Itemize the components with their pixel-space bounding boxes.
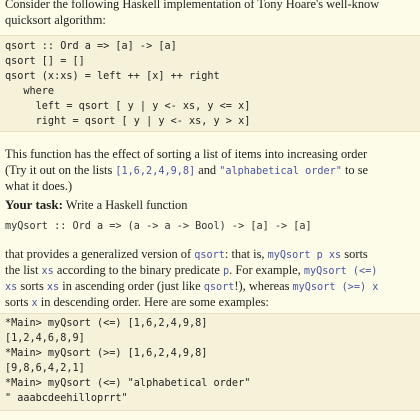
- code-line: where: [5, 86, 55, 97]
- myqsort-signature: myQsort :: Ord a => (a -> a -> Bool) -> [a] -> [a]: [5, 221, 312, 232]
- para1-line-3: what it does.): [5, 179, 73, 193]
- task-label: Your task:: [5, 197, 63, 212]
- inline-code: qsort: [203, 282, 235, 293]
- example-line: [9,8,6,4,2,1]: [5, 363, 85, 374]
- example-line: *Main> myQsort (>=) [1,6,2,4,9,8]: [5, 348, 208, 359]
- inline-code: x: [31, 298, 38, 309]
- inline-code: xs: [46, 282, 60, 293]
- inline-code: xs: [41, 266, 54, 277]
- inline-code: "alphabetical order": [219, 166, 342, 177]
- inline-code: qsort: [194, 250, 225, 261]
- example-line: [1,2,4,6,8,9]: [5, 333, 85, 344]
- code-line: right = qsort [ y | y <- xs, y > x]: [5, 116, 251, 127]
- intro-line-1: Consider the following Haskell implementation of Tony Hoare's well-know: [5, 0, 380, 11]
- code-line: qsort (x:xs) = left ++ [x] ++ right: [5, 71, 220, 82]
- para2-line-3: xs sorts xs in ascending order (just like qsort!), whereas myQsort (>=) x: [5, 279, 379, 293]
- inline-code: myQsort p xs: [267, 250, 342, 261]
- qsort-code-block: [0, 35, 420, 132]
- para2-line-1: that provides a generalized version of qsort: that is, myQsort p xs sorts: [5, 247, 368, 261]
- para2-line-4: sorts x in descending order. Here are some examples:: [5, 295, 269, 309]
- example-line: *Main> myQsort (<=) [1,6,2,4,9,8]: [5, 318, 208, 329]
- example-line: *Main> myQsort (<=) "alphabetical order": [5, 378, 251, 389]
- examples-code-block: [0, 313, 420, 411]
- code-line: left = qsort [ y | y <- xs, y <= x]: [5, 101, 251, 112]
- inline-code: myQsort (>=) x: [292, 282, 379, 293]
- intro-line-2: quicksort algorithm:: [5, 13, 106, 27]
- code-line: qsort :: Ord a => [a] -> [a]: [5, 41, 177, 52]
- code-line: qsort [] = []: [5, 56, 85, 67]
- task-line: [5, 197, 187, 213]
- task-text: Write a Haskell function: [62, 198, 188, 212]
- example-line: " aaabcdeehilloprrt": [5, 393, 128, 404]
- para2-line-2: the list xs according to the binary predicate p. For example, myQsort (<=): [5, 263, 378, 277]
- inline-code: myQsort (<=): [303, 266, 378, 277]
- inline-code: xs: [5, 282, 18, 293]
- para1-line-1: This function has the effect of sorting a list of items into increasing order: [5, 147, 368, 161]
- inline-code: [1,6,2,4,9,8]: [115, 166, 196, 177]
- inline-code: p: [223, 266, 230, 277]
- para1-line-2: (Try it out on the lists [1,6,2,4,9,8] and "alphabetical order" to se: [5, 163, 369, 177]
